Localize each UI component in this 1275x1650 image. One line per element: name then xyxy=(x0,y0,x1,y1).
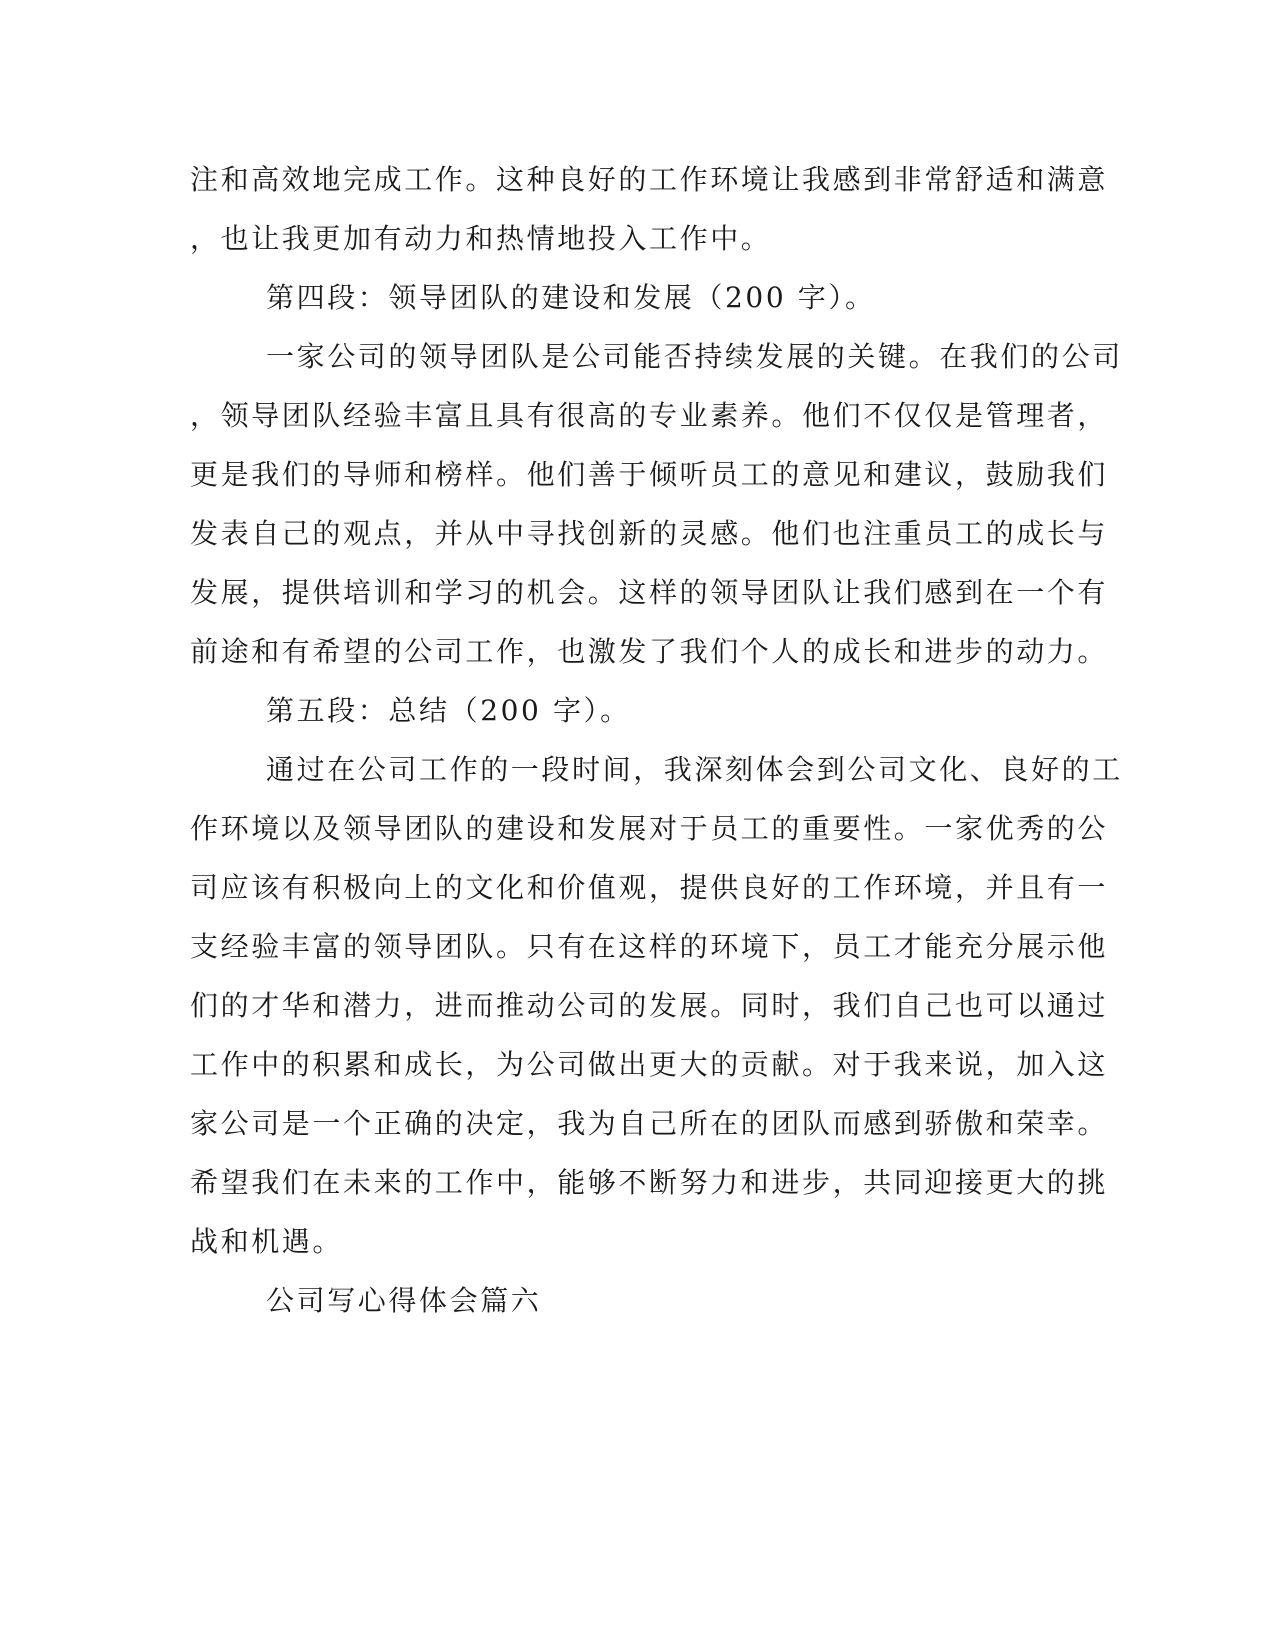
body-line: ，领导团队经验丰富且具有很高的专业素养。他们不仅仅是管理者， xyxy=(190,399,1109,432)
body-line: 更是我们的导师和榜样。他们善于倾听员工的意见和建议，鼓励我们 xyxy=(190,458,1109,491)
body-line: 注和高效地完成工作。这种良好的工作环境让我感到非常舒适和满意 xyxy=(190,163,1109,196)
body-line: 司应该有积极向上的文化和价值观，提供良好的工作环境，并且有一 xyxy=(190,871,1109,904)
body-line: 前途和有希望的公司工作，也激发了我们个人的成长和进步的动力。 xyxy=(190,635,1109,668)
body-line: 家公司是一个正确的决定，我为自己所在的团队而感到骄傲和荣幸。 xyxy=(190,1107,1109,1140)
section-heading: 第四段：领导团队的建设和发展（200 字）。 xyxy=(266,281,876,314)
body-line: 战和机遇。 xyxy=(190,1225,344,1258)
body-line: 发展，提供培训和学习的机会。这样的领导团队让我们感到在一个有 xyxy=(190,576,1109,609)
body-line: 希望我们在未来的工作中，能够不断努力和进步，共同迎接更大的挑 xyxy=(190,1166,1109,1199)
body-line: 支经验丰富的领导团队。只有在这样的环境下，员工才能充分展示他 xyxy=(190,930,1109,963)
body-line: 一家公司的领导团队是公司能否持续发展的关键。在我们的公司 xyxy=(266,340,1123,373)
body-line: 作环境以及领导团队的建设和发展对于员工的重要性。一家优秀的公 xyxy=(190,812,1109,845)
body-line: ，也让我更加有动力和热情地投入工作中。 xyxy=(190,222,772,255)
article-title: 公司写心得体会篇六 xyxy=(266,1284,542,1317)
body-line: 通过在公司工作的一段时间，我深刻体会到公司文化、良好的工 xyxy=(266,753,1123,786)
body-line: 们的才华和潜力，进而推动公司的发展。同时，我们自己也可以通过 xyxy=(190,989,1109,1022)
body-line: 发表自己的观点，并从中寻找创新的灵感。他们也注重员工的成长与 xyxy=(190,517,1109,550)
section-heading: 第五段：总结（200 字）。 xyxy=(266,694,631,727)
body-line: 工作中的积累和成长，为公司做出更大的贡献。对于我来说，加入这 xyxy=(190,1048,1109,1081)
